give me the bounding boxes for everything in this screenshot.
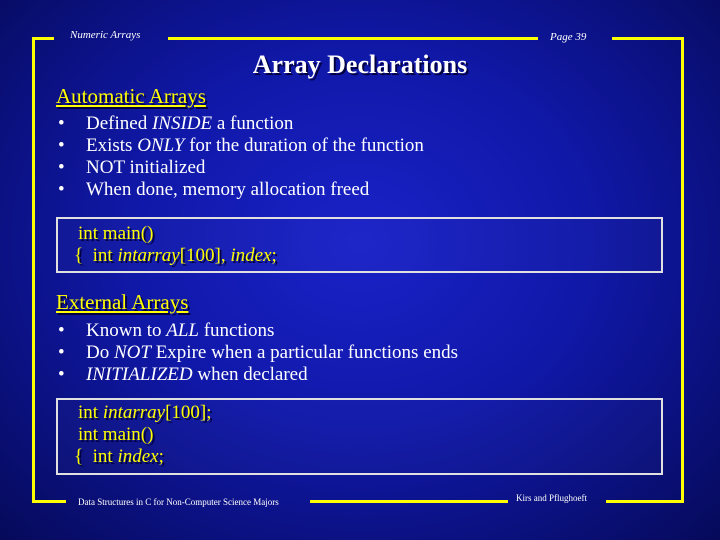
frame-top-left <box>32 37 54 40</box>
external-arrays-heading: External Arrays <box>56 290 189 314</box>
code-line: int main() <box>78 223 154 244</box>
frame-left <box>32 37 35 503</box>
bullet-item: • Known to ALL functions <box>56 320 458 342</box>
automatic-arrays-heading: Automatic Arrays <box>56 84 206 108</box>
footer-course-title: Data Structures in C for Non-Computer Science Majors <box>78 497 279 507</box>
frame-bottom-middle <box>310 500 508 503</box>
code-line: int intarray[100]; <box>78 402 212 423</box>
frame-right <box>681 37 684 503</box>
bullet-item: • NOT initialized <box>56 157 424 179</box>
external-bullet-list <box>56 320 458 386</box>
footer-authors: Kirs and Pflughoeft <box>516 493 587 503</box>
bullet-item: • Defined INSIDE a function <box>56 113 424 135</box>
page-number: Page 39 <box>550 31 587 43</box>
automatic-bullet-list <box>56 113 424 201</box>
frame-top-right <box>612 37 684 40</box>
code-line: int main() <box>78 424 154 445</box>
frame-top-middle <box>168 37 538 40</box>
bullet-item: • When done, memory allocation freed <box>56 179 424 201</box>
code-line: { int index; <box>74 446 164 467</box>
header-label: Numeric Arrays <box>70 29 141 41</box>
bullet-item: • Exists ONLY for the duration of the function <box>56 135 424 157</box>
frame-bottom-left <box>32 500 66 503</box>
bullet-item: • Do NOT Expire when a particular functions ends <box>56 342 458 364</box>
slide-title: Array Declarations <box>252 50 468 79</box>
frame-bottom-right <box>606 500 684 503</box>
bullet-item: • INITIALIZED when declared <box>56 364 458 386</box>
code-line: { int intarray[100], index; <box>74 245 277 266</box>
